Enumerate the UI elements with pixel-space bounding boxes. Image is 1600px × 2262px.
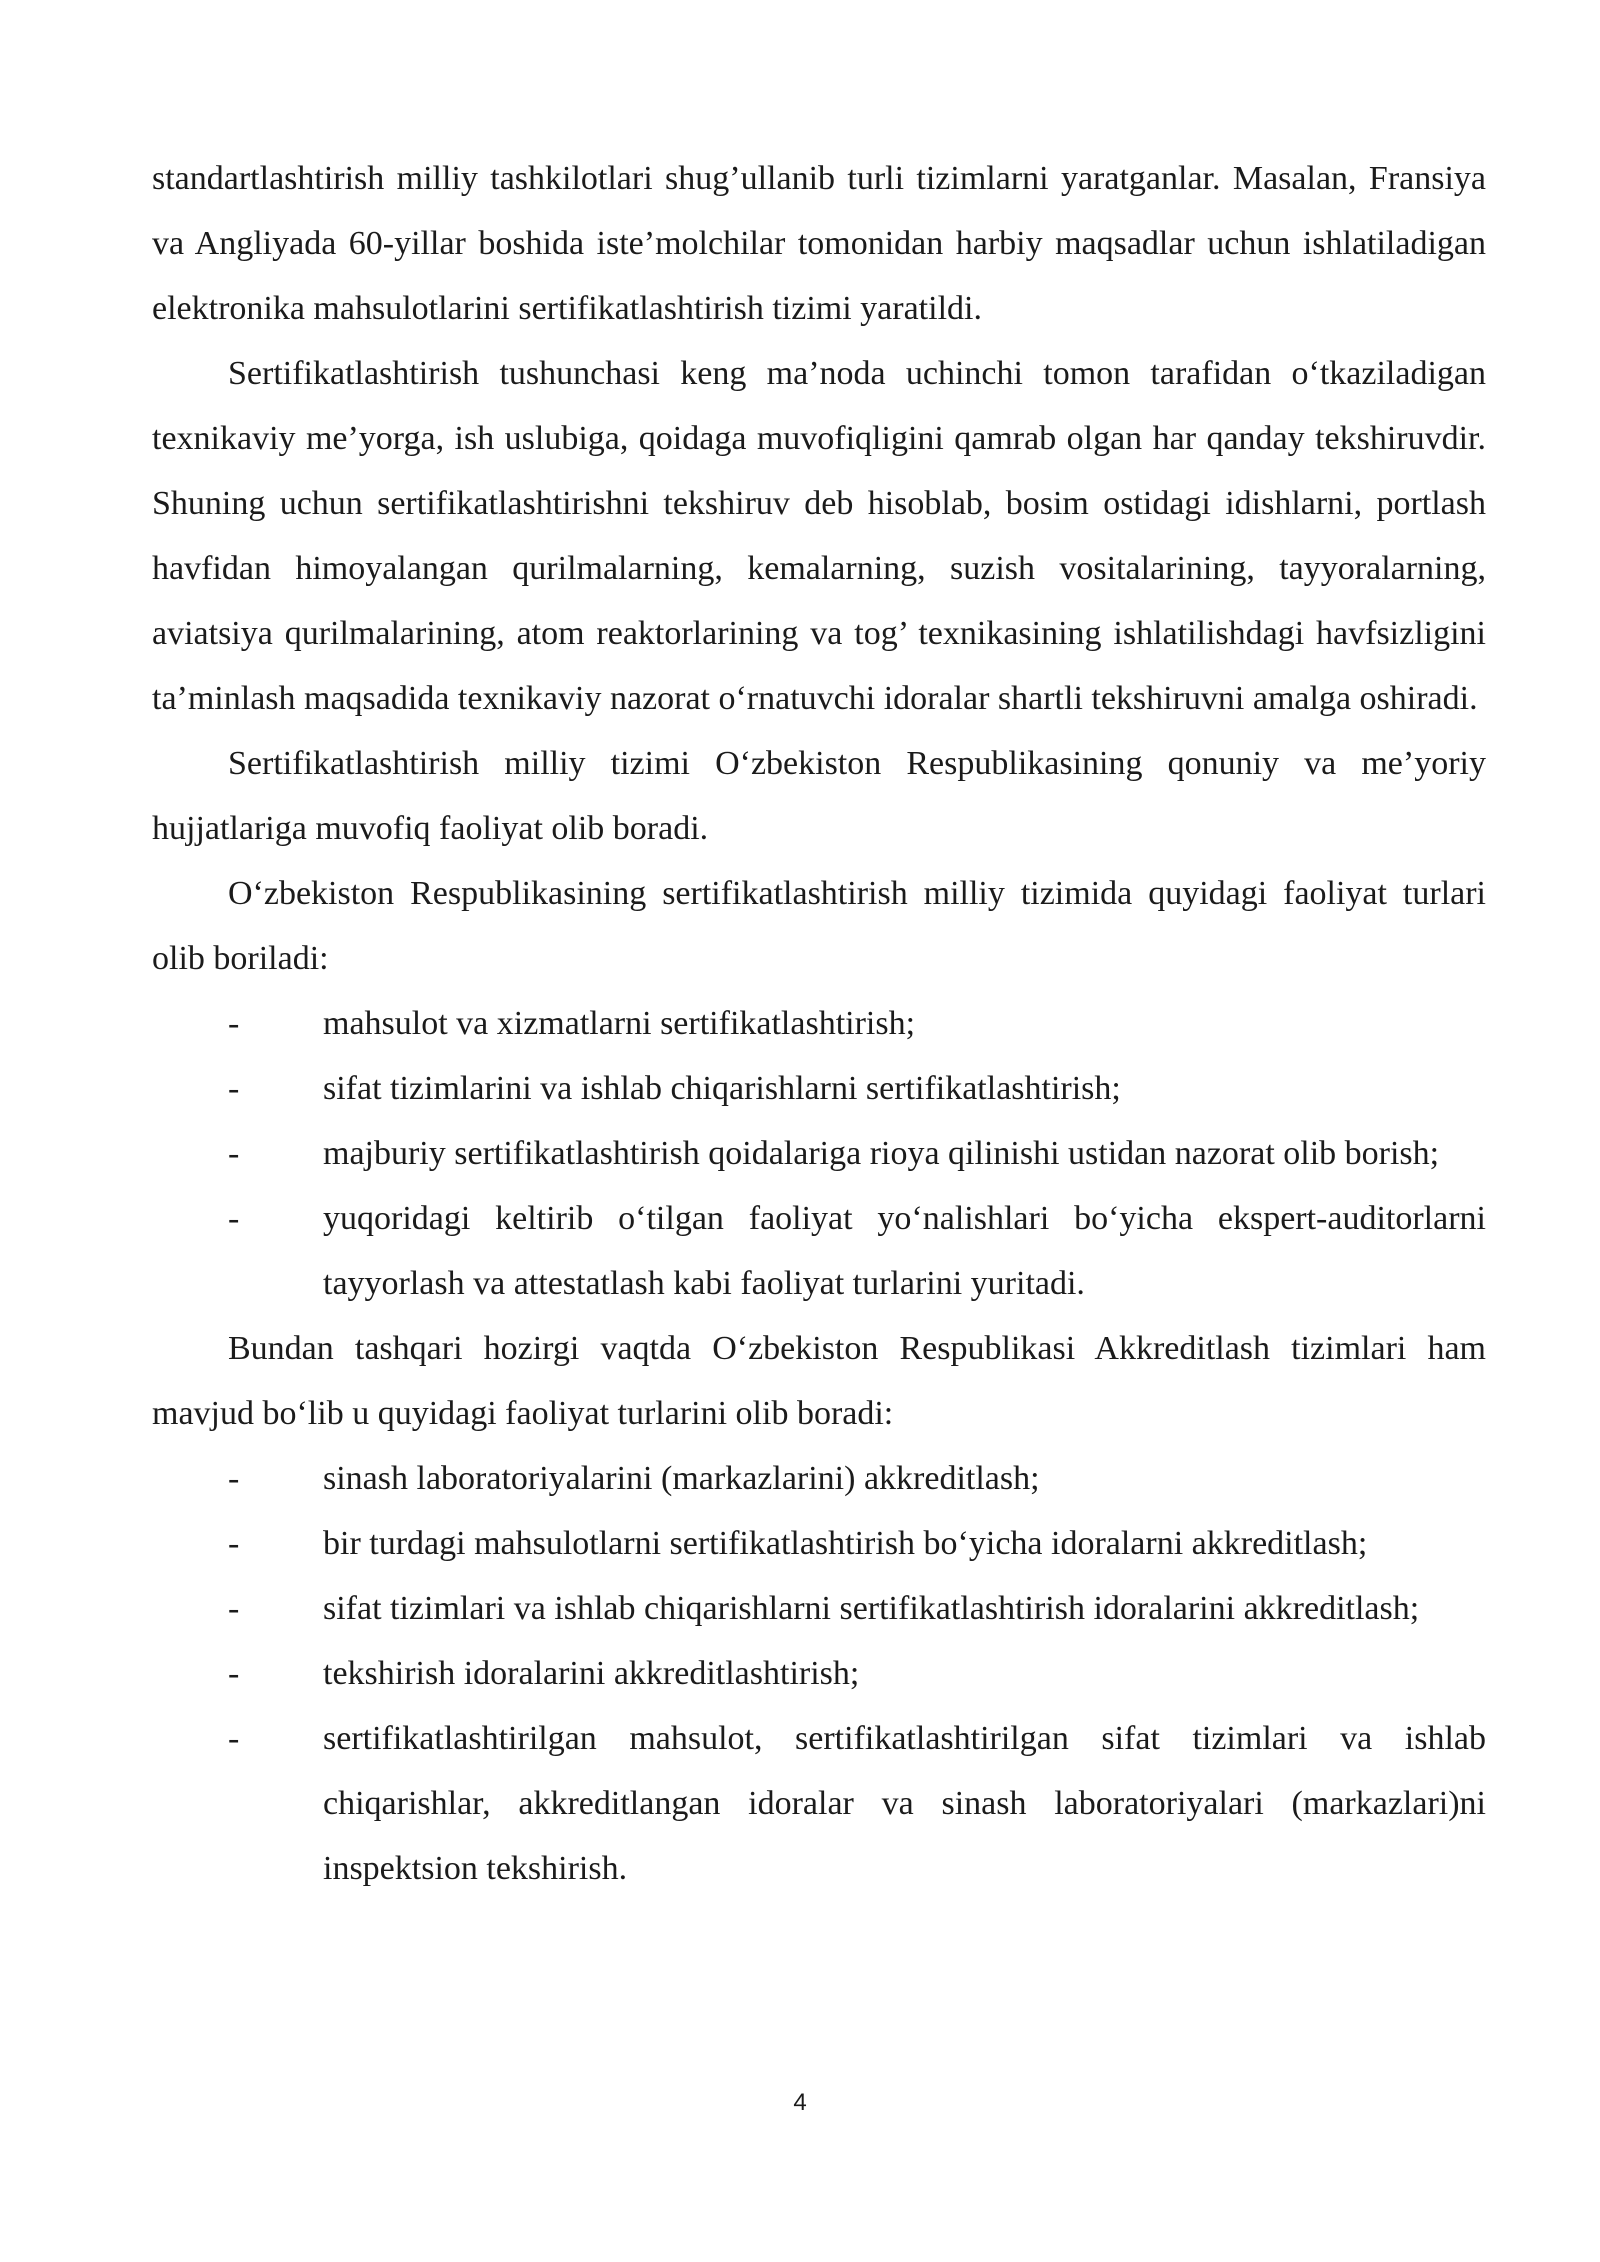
list-item-text: bir turdagi mahsulotlarni sertifikatlashtirish bo‘yicha idoralarni akkreditlash; [323,1525,1368,1562]
paragraph: Sertifikatlashtirish tushunchasi keng ma’noda uchinchi tomon tarafidan o‘tkaziladigan texnikaviy me’yorga, ish uslubiga, qoidaga muvofiqligini qamrab olgan har qanday tekshiruvdir. Shuning uchun sertifikatlashtirishni tekshiruv deb hisoblab, bosim ostidagi idishlarni, portlash havfidan himoyalangan qurilmalarning, kemalarning, suzish vositalarining, tayyoralarning, aviatsiya qurilmalarining, atom reaktorlarining va tog’ texnikasining ishlatilishdagi havfsizligini ta’minlash maqsadida texnikaviy nazorat o‘rnatuvchi idoralar shartli tekshiruvni amalga oshiradi. [152,355,1486,717]
list-item-text: sifat tizimlari va ishlab chiqarishlarni sertifikatlashtirish idoralarini akkreditlash; [323,1590,1420,1627]
dash-bullet: - [228,1200,240,1237]
dash-bullet: - [228,1460,240,1497]
list-item [228,1186,1486,1316]
dash-bullet: - [228,1135,240,1172]
list-item-text: yuqoridagi keltirib o‘tilgan faoliyat yo‘nalishlari bo‘yicha ekspert-auditorlarni tayyorlash va attestatlash kabi faoliyat turlarini yuritadi. [323,1200,1486,1302]
list-item [228,1641,1486,1706]
dash-bullet: - [228,1720,240,1757]
list-item [228,1706,1486,1901]
page-body [152,146,1486,1901]
paragraph: Sertifikatlashtirish milliy tizimi O‘zbekiston Respublikasining qonuniy va me’yoriy hujjatlariga muvofiq faoliyat olib boradi. [152,745,1486,847]
list-item [228,1121,1486,1186]
paragraph: O‘zbekiston Respublikasining sertifikatlashtirish milliy tizimida quyidagi faoliyat turlari olib boriladi: [152,875,1486,977]
list-item-text: sifat tizimlarini va ishlab chiqarishlarni sertifikatlashtirish; [323,1070,1121,1107]
list-item [228,1511,1486,1576]
list-item [228,1056,1486,1121]
list-item-text: tekshirish idoralarini akkreditlashtirish; [323,1655,860,1692]
dash-bullet: - [228,1655,240,1692]
paragraph: Bundan tashqari hozirgi vaqtda O‘zbekiston Respublikasi Akkreditlash tizimlari ham mavjud bo‘lib u quyidagi faoliyat turlarini olib boradi: [152,1330,1486,1432]
list-item [228,1576,1486,1641]
dash-bullet: - [228,1525,240,1562]
accreditation-activities-list [152,1446,1486,1901]
paragraph: standartlashtirish milliy tashkilotlari shug’ullanib turli tizimlarni yaratganlar. Masalan, Fransiya va Angliyada 60-yillar boshida iste’molchilar tomonidan harbiy maqsadlar uchun ishlatiladigan elektronika mahsulotlarini sertifikatlashtirish tizimi yaratildi. [152,160,1486,327]
certification-activities-list [152,991,1486,1316]
dash-bullet: - [228,1070,240,1107]
list-item [228,991,1486,1056]
list-item-text: sinash laboratoriyalarini (markazlarini) akkreditlash; [323,1460,1040,1497]
list-item-text: mahsulot va xizmatlarni sertifikatlashtirish; [323,1005,916,1042]
dash-bullet: - [228,1005,240,1042]
list-item-text: majburiy sertifikatlashtirish qoidalariga rioya qilinishi ustidan nazorat olib borish; [323,1135,1440,1172]
list-item-text: sertifikatlashtirilgan mahsulot, sertifikatlashtirilgan sifat tizimlari va ishlab chiqarishlar, akkreditlangan idoralar va sinash laboratoriyalari (markazlari)ni inspektsion tekshirish. [323,1720,1486,1887]
dash-bullet: - [228,1590,240,1627]
page-number: 4 [793,2089,807,2116]
list-item [228,1446,1486,1511]
